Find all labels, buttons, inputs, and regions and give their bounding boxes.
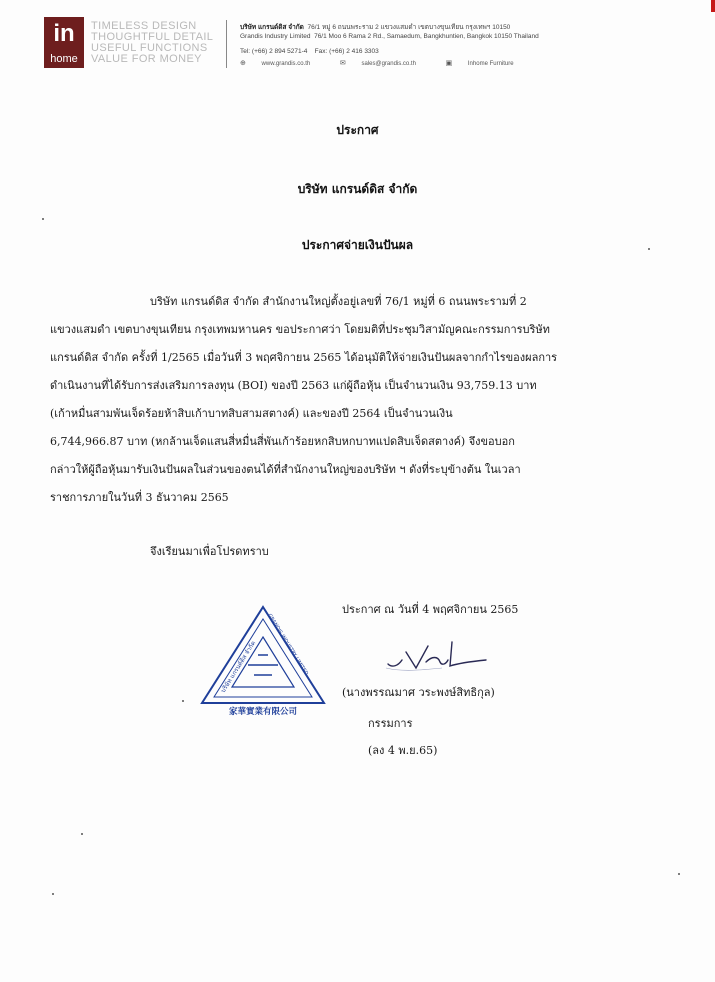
brand-slogans (91, 21, 221, 65)
signer-title: กรรมการ (368, 717, 413, 730)
closing-regards: จึงเรียนมาเพื่อโปรดทราบ (150, 545, 269, 558)
slogan-line: VALUE FOR MONEY (91, 53, 202, 65)
logo-in-text: in (53, 20, 75, 47)
stamp-th-text: บริษัท แกรนด์ดิส จำกัด (219, 639, 258, 695)
logo-home-text: home (50, 53, 78, 65)
company-th-line (240, 23, 600, 32)
stamp-en-text: GRANDIS INDUSTRY LIMITED (266, 612, 310, 677)
fax-text: Fax: (+66) 2 416 3303 (314, 48, 379, 55)
email-text: sales@grandis.co.th (361, 61, 416, 67)
company-address-block (240, 23, 600, 56)
address-th: 76/1 หมู่ 6 ถนนพระราม 2 แขวงแสมดำ เขตบางขุนเทียน กรุงเทพฯ 10150 (307, 24, 511, 31)
scan-speck (678, 873, 680, 875)
company-stamp (198, 603, 328, 718)
slogan-line: USEFUL FUNCTIONS (91, 42, 208, 54)
stamp-cn-text: 家華實業有限公司 (228, 707, 298, 717)
subject-heading: ประกาศจ่ายเงินปันผล (301, 238, 414, 252)
letterhead-divider (226, 20, 227, 68)
scan-speck (182, 700, 184, 702)
company-name-en: Grandis Industry Limited (240, 33, 311, 40)
scan-edge-mark (711, 0, 715, 12)
announcement-date: ประกาศ ณ วันที่ 4 พฤศจิกายน 2565 (342, 603, 519, 616)
globe-icon: ⊕ (240, 60, 246, 67)
signature-date: (ลง 4 พ.ย.65) (368, 744, 438, 757)
body-line: แกรนด์ดิส จำกัด ครั้งที่ 1/2565 เมื่อวันที่ 3 พฤศจิกายน 2565 ได้อนุมัติให้จ่ายเงินปันผลจากกำไรของผลการ (50, 351, 558, 364)
facebook-icon: ▣ (445, 60, 453, 67)
body-line: ดำเนินงานที่ได้รับการส่งเสริมการลงทุน (BOI) ของปี 2563 แก่ผู้ถือหุ้น เป็นจำนวนเงิน 93,759.13 บาท (50, 379, 537, 392)
inhome-logo (44, 17, 84, 68)
body-line: (เก้าหมื่นสามพันเจ็ดร้อยห้าสิบเก้าบาทสิบสามสตางค์) และของปี 2564 เป็นจำนวนเงิน (50, 407, 453, 420)
scan-speck (42, 218, 44, 220)
handwritten-signature (382, 638, 492, 674)
website-text: www.grandis.co.th (261, 61, 311, 67)
phone-line (240, 47, 600, 56)
slogan-line: THOUGHTFUL DETAIL (91, 31, 214, 43)
scan-speck (81, 833, 83, 835)
body-line: แขวงแสมดำ เขตบางขุนเทียน กรุงเทพมหานคร ขอประกาศว่า โดยมติที่ประชุมวิสามัญคณะกรรมการบริษัท (50, 323, 550, 336)
scan-speck (52, 893, 54, 895)
address-en: 76/1 Moo 6 Rama 2 Rd., Samaedum, Bangkhuntien, Bangkok 10150 Thailand (314, 33, 539, 40)
company-heading: บริษัท แกรนด์ดิส จำกัด (297, 182, 418, 196)
facebook-text: Inhome Furniture (467, 61, 514, 67)
mail-icon: ✉ (339, 60, 346, 67)
body-line: กล่าวให้ผู้ถือหุ้นมารับเงินปันผลในส่วนของตนได้ที่สำนักงานใหญ่ของบริษัท ฯ ดังที่ระบุข้างต้น ในเวลา (50, 463, 521, 476)
announcement-title: ประกาศ (336, 123, 379, 137)
tel-text: Tel: (+66) 2 894 5271-4 (240, 48, 308, 55)
company-en-line (240, 32, 600, 41)
signer-name: (นางพรรณมาศ วระพงษ์สิทธิกุล) (342, 686, 495, 699)
slogan-line: TIMELESS DESIGN (91, 20, 197, 32)
body-line: ราชการภายในวันที่ 3 ธันวาคม 2565 (50, 491, 229, 504)
company-name-th: บริษัท แกรนด์ดิส จำกัด (240, 24, 304, 31)
body-line: บริษัท แกรนด์ดิส จำกัด สำนักงานใหญ่ตั้งอยู่เลขที่ 76/1 หมู่ที่ 6 ถนนพระรามที่ 2 (150, 295, 527, 308)
scan-speck (648, 248, 650, 250)
body-line: 6,744,966.87 บาท (หกล้านเจ็ดแสนสี่หมื่นสี่พันเก้าร้อยหกสิบหกบาทแปดสิบเจ็ดสตางค์) จึงขอบอก (50, 435, 515, 448)
contact-line (240, 59, 600, 67)
